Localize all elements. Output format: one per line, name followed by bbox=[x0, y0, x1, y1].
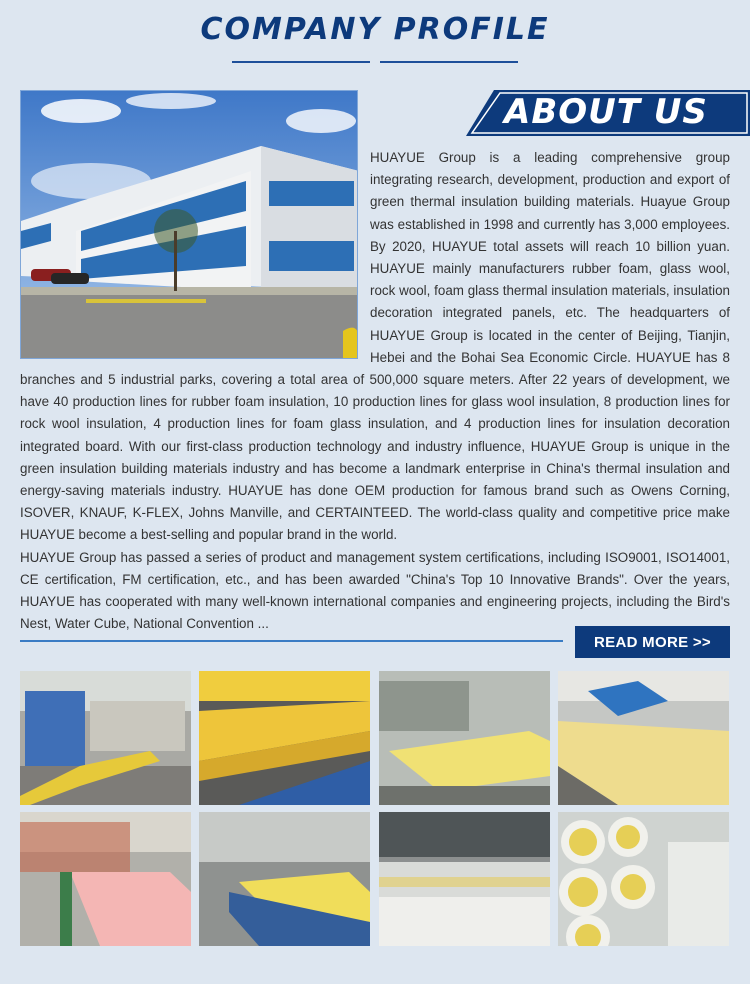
title-underline bbox=[232, 61, 518, 63]
gallery-photo-pink-insulation bbox=[20, 812, 191, 946]
gallery-photo-glass-wool-board bbox=[379, 671, 550, 805]
gallery-photo-conveyor-line bbox=[199, 812, 370, 946]
gallery-photo-production-line bbox=[20, 671, 191, 805]
section-divider bbox=[20, 640, 563, 642]
gallery-photo-stacked-rolls bbox=[558, 812, 729, 946]
page-title: COMPANY PROFILE bbox=[200, 12, 550, 47]
about-paragraph-2: HUAYUE Group has passed a series of product and management system certifications, including ISO9001, ISO14001, CE certification, FM certification, etc., and has been awarded "China's Top 10 Innovative Brands". Over the years, HUAYUE has cooperated with many well-known international companies and engineering projects, including the Bird's Nest, Water Cube, National Convention ... bbox=[20, 549, 730, 632]
gallery-photo-warehouse-rolls bbox=[379, 812, 550, 946]
about-text bbox=[20, 147, 730, 635]
about-us-label: ABOUT US bbox=[504, 92, 708, 132]
gallery-photo-yellow-batts bbox=[199, 671, 370, 805]
gallery-photo-board-conveyor bbox=[558, 671, 729, 805]
about-us-banner bbox=[466, 90, 750, 136]
read-more-button[interactable]: READ MORE >> bbox=[575, 626, 730, 658]
about-paragraph-1: HUAYUE Group is a leading comprehensive group integrating research, development, production and export of green thermal insulation building materials. Huayue Group was established in 1998 and currently has 3,000 employees. By 2020, HUAYUE total assets will reach 10 billion yuan. HUAYUE mainly manufacturers rubber foam, glass wool, rock wool, foam glass thermal insulation materials, insulation decoration integrated panels, etc. The headquarters of HUAYUE Group is located in the center of Beijing, Tianjin, Hebei and the Bohai Sea Economic Circle. HUAYUE has 8 branches and 5 industrial parks, covering a total area of 500,000 square meters. After 22 years of development, we have 40 production lines for rubber foam insulation, 10 production lines for glass wool insulation, 8 production lines for rock wool insulation, 4 production lines for foam glass insulation, and 4 production lines for insulation decoration integrated board. With our first-class production technology and industry influence, HUAYUE Group is unique in the green insulation building materials industry and has become a landmark enterprise in China's thermal insulation and energy-saving materials industry. HUAYUE has done OEM production for famous brand such as Owens Corning, ISOVER, KNAUF, K-FLEX, Johns Manville, and CERTAINTEED. The world-class quality and competitive price make HUAYUE become a best-selling and popular brand in the world. bbox=[20, 150, 730, 543]
